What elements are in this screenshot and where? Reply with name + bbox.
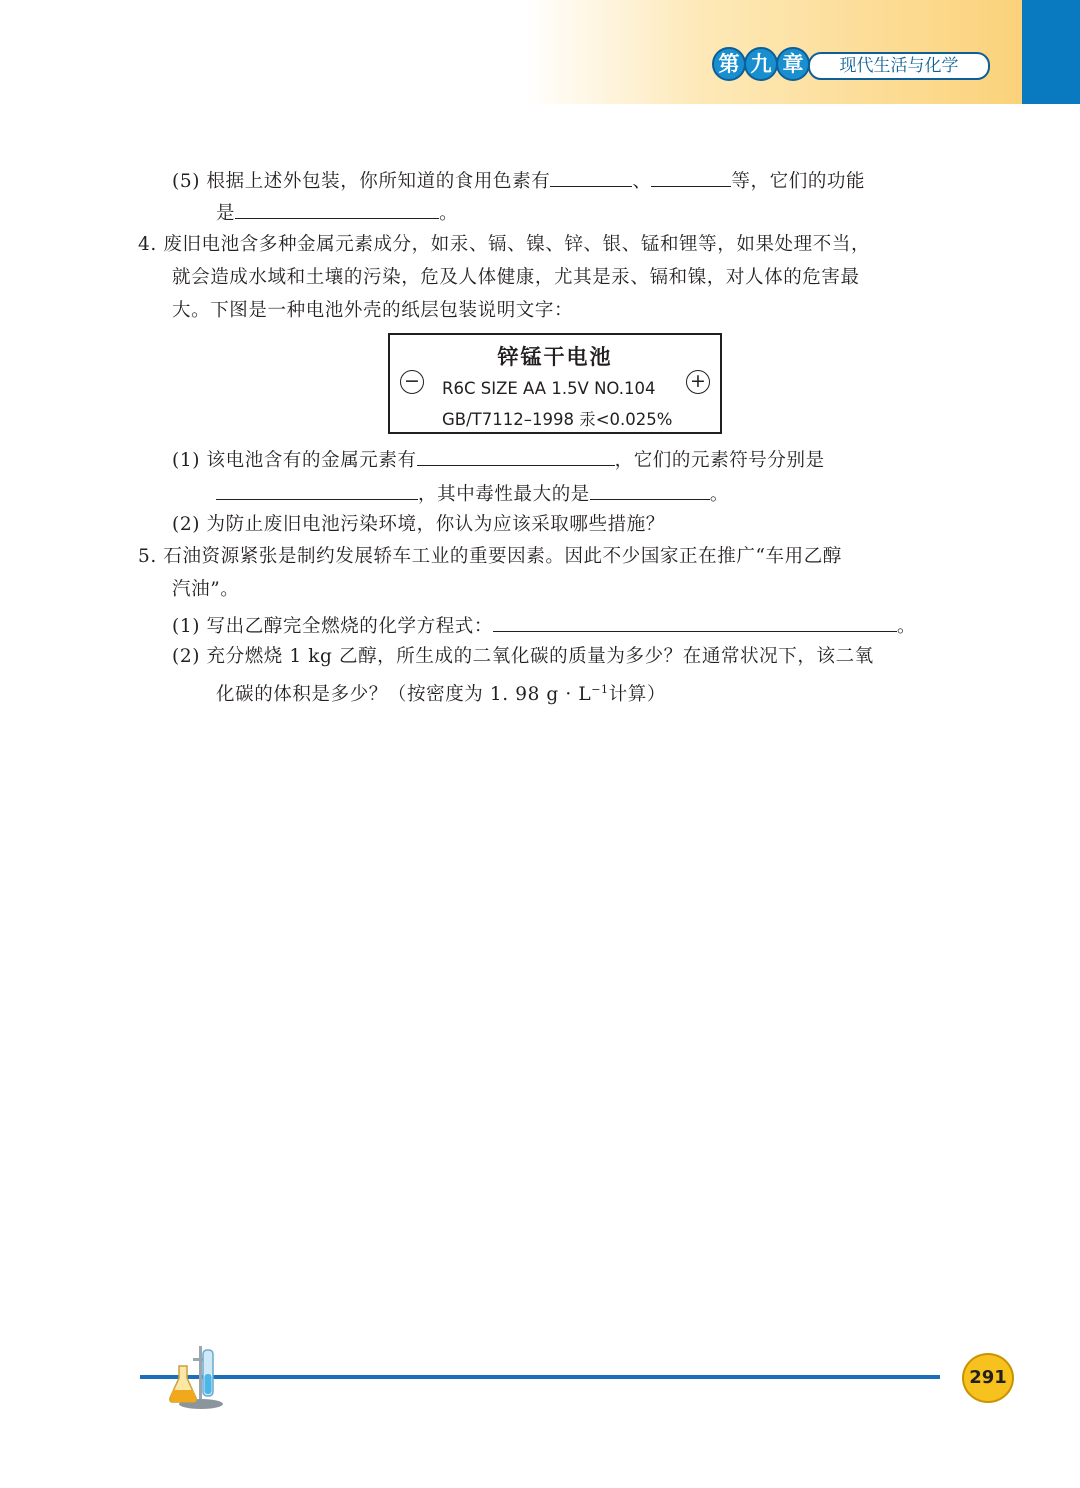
question-3-5-line-1: [172, 166, 865, 195]
footer-rule: [140, 1375, 940, 1379]
sub-question-label: (5): [172, 171, 201, 192]
chapter-char: 九: [744, 47, 778, 81]
lab-flask-icon: [165, 1344, 229, 1410]
question-number: 5.: [138, 546, 157, 567]
question-text: 是: [216, 203, 236, 224]
answer-blank[interactable]: [417, 445, 615, 466]
question-4-line-3: 大。下图是一种电池外壳的纸层包装说明文字：: [172, 300, 574, 321]
question-text: 根据上述外包装，你所知道的食用色素有: [206, 171, 551, 192]
answer-blank[interactable]: [493, 611, 897, 632]
sub-question-label: (2): [172, 514, 201, 535]
question-5-1-line-1: [172, 611, 916, 640]
question-text: ，它们的元素符号分别是: [614, 450, 825, 471]
question-text: 写出乙醇完全燃烧的化学方程式：: [206, 616, 494, 637]
answer-blank[interactable]: [235, 198, 439, 219]
sub-question-label: (1): [172, 450, 201, 471]
page-number-badge: 291: [962, 1353, 1014, 1403]
battery-title: 锌锰干电池: [497, 345, 613, 369]
question-text: 。: [709, 484, 730, 505]
question-3-5-line-2: [216, 198, 458, 227]
negative-terminal-icon: −: [400, 370, 424, 394]
question-5-line-2: 汽油”。: [172, 579, 240, 600]
question-text: 该电池含有的金属元素有: [206, 450, 417, 471]
question-text: 。: [439, 203, 459, 224]
question-5-line-1: [138, 544, 842, 570]
positive-terminal-icon: +: [686, 370, 710, 394]
question-text: 石油资源紧张是制约发展轿车工业的重要因素。因此不少国家正在推广“车用乙醇: [163, 546, 842, 567]
battery-label-figure: [388, 333, 722, 434]
chapter-title: 现代生活与化学: [808, 52, 990, 80]
sub-question-label: (1): [172, 616, 201, 637]
question-text: 等，它们的功能: [731, 171, 866, 192]
answer-blank[interactable]: [216, 479, 418, 500]
header-blue-tab: [1022, 0, 1080, 104]
battery-spec-line-2: GB/T7112–1998 汞<0.025%: [442, 410, 673, 429]
question-text: 为防止废旧电池污染环境，你认为应该采取哪些措施？: [206, 514, 665, 535]
question-text: ，其中毒性最大的是: [418, 484, 590, 505]
answer-blank[interactable]: [590, 479, 710, 500]
question-4-line-1: [138, 232, 870, 258]
answer-blank[interactable]: [651, 166, 731, 187]
question-text: 废旧电池含多种金属元素成分，如汞、镉、镍、锌、银、锰和锂等，如果处理不当，: [163, 234, 871, 255]
battery-spec-line-1: R6C SIZE AA 1.5V NO.104: [442, 379, 656, 398]
question-text: 计算）: [608, 684, 666, 705]
question-4-1-line-1: [172, 445, 825, 474]
chapter-badge: [712, 47, 808, 85]
question-text: 。: [897, 616, 917, 637]
question-4-2-line-1: [172, 512, 665, 538]
question-text: 充分燃烧 1 kg 乙醇，所生成的二氧化碳的质量为多少？在通常状况下，该二氧: [206, 646, 874, 667]
unit-superscript: −1: [591, 683, 609, 696]
question-5-2-line-1: [172, 644, 874, 670]
answer-blank[interactable]: [550, 166, 632, 187]
question-4-line-2: 就会造成水域和土壤的污染，危及人体健康，尤其是汞、镉和镍，对人体的危害最: [172, 267, 860, 288]
question-text: 化碳的体积是多少？（按密度为 1. 98 g · L: [216, 684, 592, 705]
question-number: 4.: [138, 234, 157, 255]
question-5-2-line-2: [216, 677, 666, 708]
question-4-1-line-2: [216, 479, 729, 508]
question-text: 、: [632, 171, 652, 192]
chapter-char: 第: [712, 47, 746, 81]
sub-question-label: (2): [172, 646, 201, 667]
chapter-char: 章: [776, 47, 810, 81]
